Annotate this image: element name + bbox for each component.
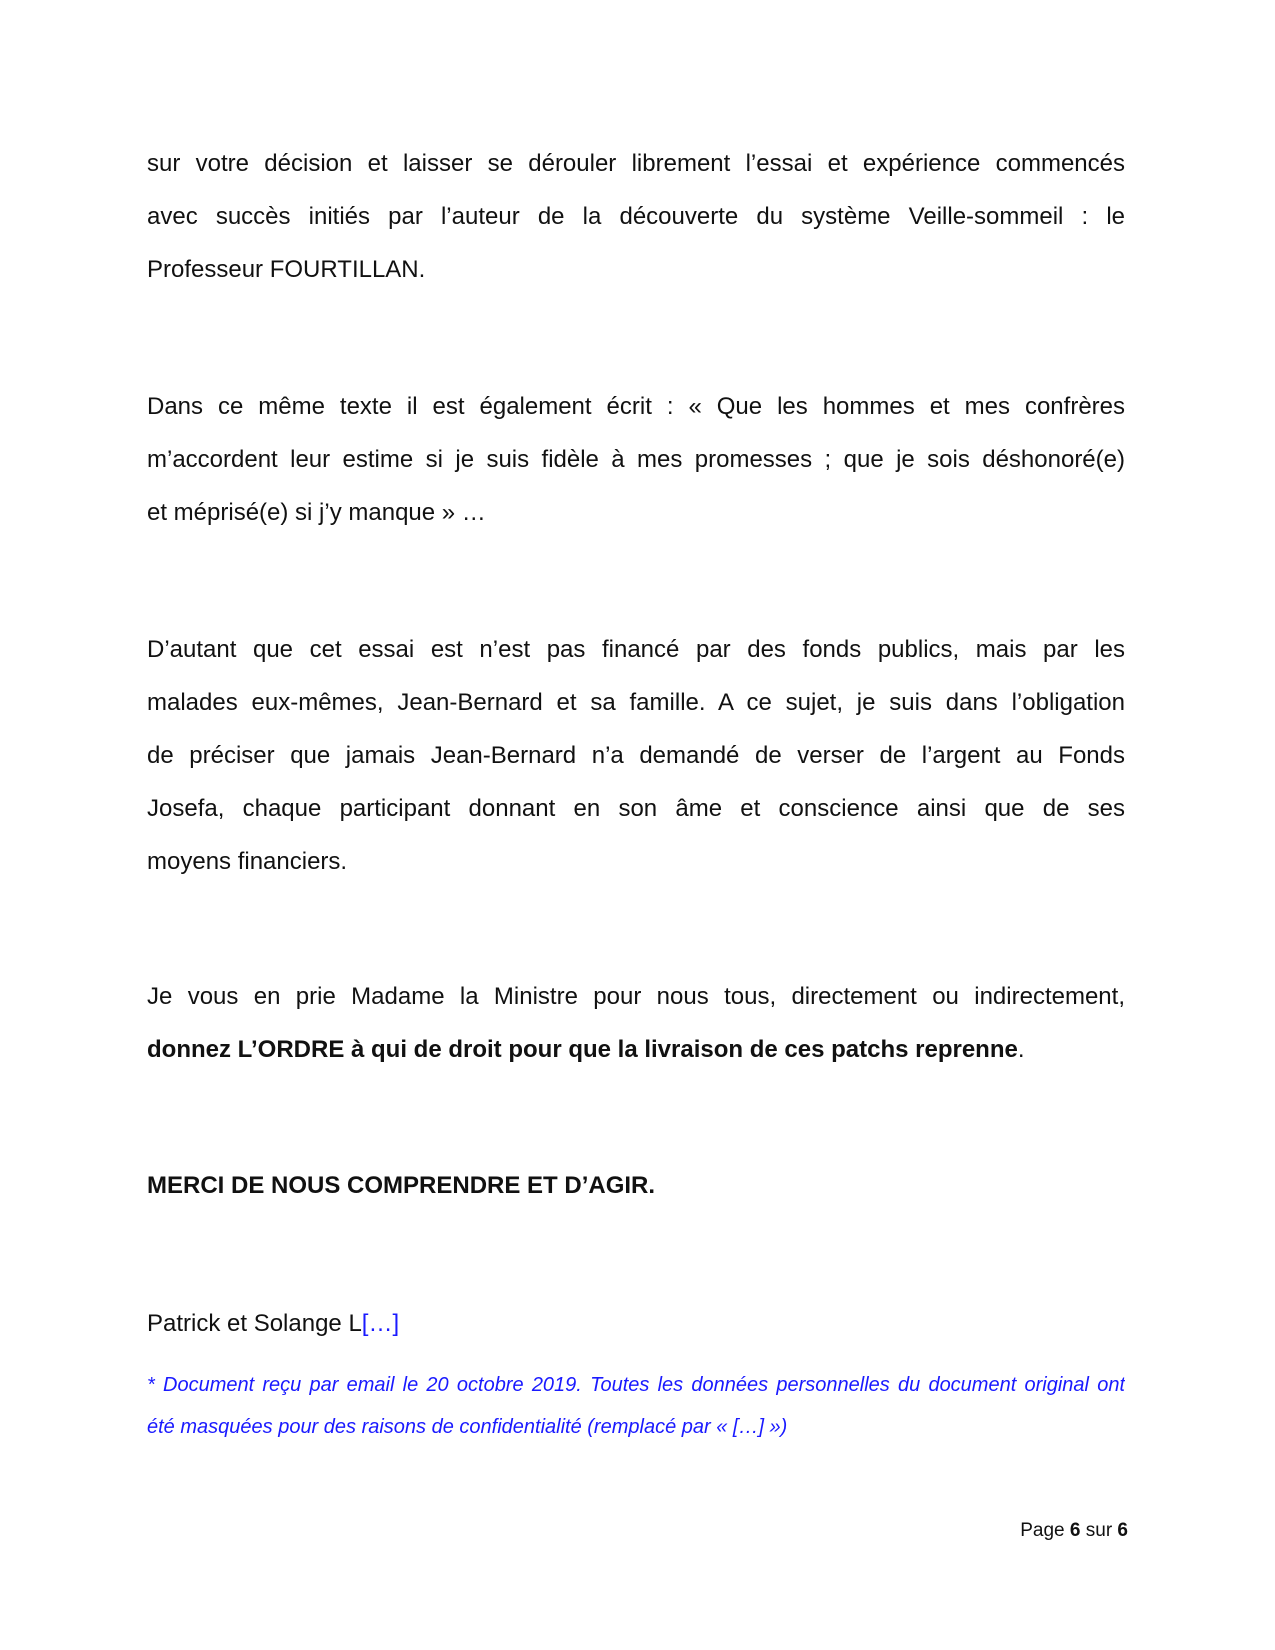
text-line: avec succès initiés par l’auteur de la découverte du système Veille-sommeil : le: [147, 203, 1125, 230]
footnote-line: * Document reçu par email le 20 octobre 2019. Toutes les données personnelles du document original ont: [147, 1374, 1125, 1396]
closing-heading: MERCI DE NOUS COMPRENDRE ET D’AGIR.: [147, 1172, 656, 1199]
text-line: m’accordent leur estime si je suis fidèle à mes promesses ; que je sois déshonoré(e): [147, 446, 1125, 473]
text-line: Professeur FOURTILLAN.: [147, 256, 426, 283]
bold-order-text: donnez L’ORDRE à qui de droit pour que la livraison de ces patchs reprenne: [147, 1036, 1018, 1063]
page-number-prefix: Page: [1020, 1520, 1070, 1541]
text-line: sur votre décision et laisser se dérouler librement l’essai et expérience commencés: [147, 150, 1125, 177]
paragraph-quote: [147, 380, 1125, 539]
signature-name: Patrick et Solange L: [147, 1310, 362, 1337]
signature-line: [147, 1297, 1125, 1350]
text-line: Josefa, chaque participant donnant en son âme et conscience ainsi que de ses: [147, 795, 1125, 822]
paragraph-request: [147, 970, 1125, 1076]
footnote: [147, 1364, 1125, 1448]
paragraph-funding: [147, 623, 1125, 888]
page-number-total: 6: [1117, 1520, 1128, 1541]
text-line: malades eux-mêmes, Jean-Bernard et sa famille. A ce sujet, je suis dans l’obligation: [147, 689, 1125, 716]
paragraph-thanks: [147, 1159, 1125, 1212]
text-line: Dans ce même texte il est également écrit : « Que les hommes et mes confrères: [147, 393, 1125, 420]
redacted-marker: […]: [361, 1310, 400, 1337]
footnote-line: été masquées pour des raisons de confidentialité (remplacé par « […] »): [147, 1416, 788, 1438]
page-number-current: 6: [1069, 1520, 1081, 1541]
paragraph-decision: [147, 137, 1125, 296]
text-line: de préciser que jamais Jean-Bernard n’a demandé de verser de l’argent au Fonds: [147, 742, 1125, 769]
text-line: Je vous en prie Madame la Ministre pour nous tous, directement ou indirectement,: [147, 983, 1125, 1010]
text-line: et méprisé(e) si j’y manque » …: [147, 499, 486, 526]
page-number: [1020, 1518, 1128, 1544]
page-number-middle: sur: [1080, 1520, 1118, 1541]
sentence-end: .: [1017, 1036, 1025, 1063]
signature: [147, 1297, 1125, 1350]
text-line: moyens financiers.: [147, 848, 348, 875]
text-line: D’autant que cet essai est n’est pas financé par des fonds publics, mais par les: [147, 636, 1125, 663]
text-line-mixed: [147, 1023, 1125, 1076]
